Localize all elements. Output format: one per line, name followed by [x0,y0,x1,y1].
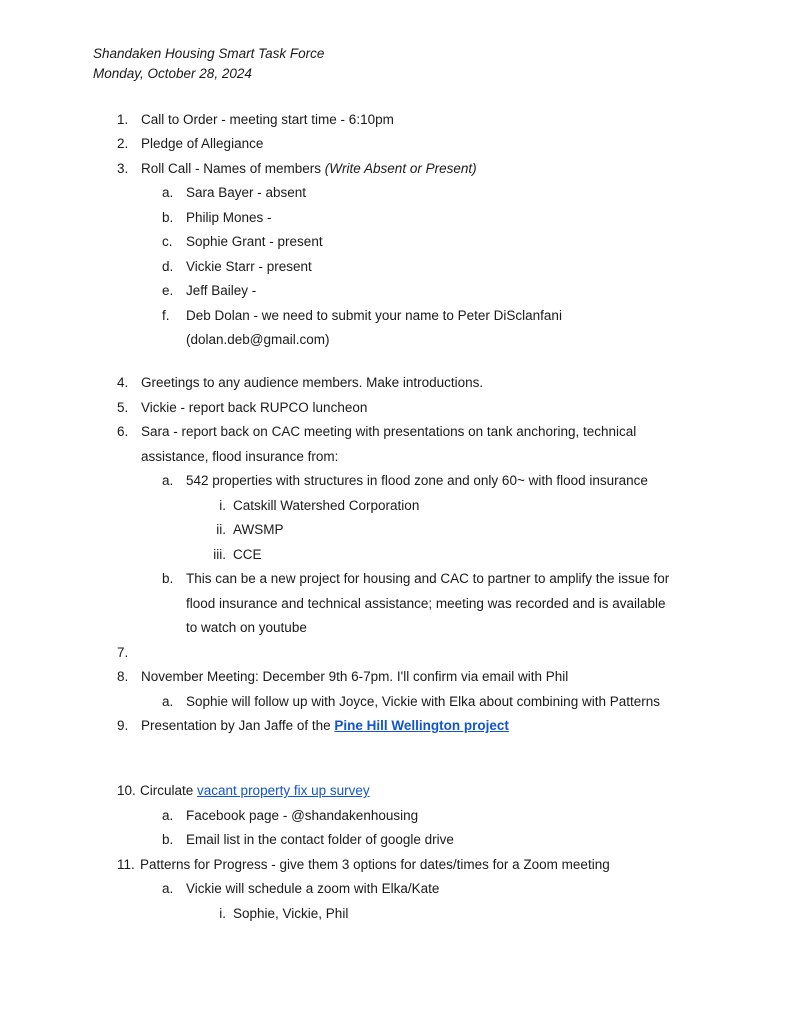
meeting-date: Monday, October 28, 2024 [93,66,252,81]
member-sophie: Sophie Grant - present [186,234,323,249]
item-text: November Meeting: December 9th 6-7pm. I'll confirm via email with Phil [141,669,569,684]
item-number: 6. [117,424,129,439]
roman-text: Sophie, Vickie, Phil [233,906,349,921]
item-number: 7. [117,645,129,660]
sub-text: Vickie will schedule a zoom with Elka/Kate [186,881,440,896]
sub-number: a. [162,694,174,709]
sub-text-continued: flood insurance and technical assistance; meeting was recorded and is available [186,596,666,611]
item-text: Greetings to any audience members. Make introductions. [141,375,484,390]
roman-text: CCE [233,547,262,562]
sub-text: Sophie will follow up with Joyce, Vickie with Elka about combining with Patterns [186,694,660,709]
item-text: Vickie - report back RUPCO luncheon [141,400,368,415]
sub-number: a. [162,185,174,200]
sub-text-continued: to watch on youtube [186,620,307,635]
roman-text: AWSMP [233,522,284,537]
sub-number: e. [162,283,174,298]
item-number: 3. [117,161,129,176]
sub-number: a. [162,881,174,896]
item-text-main: Presentation by Jan Jaffe of the [141,718,335,733]
vacant-property-survey-link[interactable]: vacant property fix up survey [197,783,370,798]
sub-text: Facebook page - @shandakenhousing [186,808,419,823]
document-title: Shandaken Housing Smart Task Force [93,46,325,61]
item-text-continued: assistance, flood insurance from: [141,449,339,464]
item-number: 9. [117,718,129,733]
sub-number: f. [162,308,170,323]
item-text-main: Circulate [140,783,198,798]
item-text: Call to Order - meeting start time - 6:10pm [141,112,394,127]
pine-hill-wellington-link[interactable]: Pine Hill Wellington project [334,718,509,733]
member-deb-email: (dolan.deb@gmail.com) [186,332,330,347]
sub-text: This can be a new project for housing and CAC to partner to amplify the issue for [186,571,670,586]
item-number: 4. [117,375,129,390]
roman-number: i. [219,498,226,513]
item-text-main: Roll Call - Names of members [141,161,325,176]
item-text [141,161,477,176]
sub-number: a. [162,808,174,823]
item-text: Pledge of Allegiance [141,136,264,151]
sub-number: b. [162,210,174,225]
item-number: 8. [117,669,129,684]
item-number: 10. [117,783,136,798]
item-text: Patterns for Progress - give them 3 options for dates/times for a Zoom meeting [140,857,610,872]
sub-number: b. [162,832,174,847]
sub-number: b. [162,571,174,586]
sub-text: Email list in the contact folder of google drive [186,832,454,847]
member-sara: Sara Bayer - absent [186,185,307,200]
item-note: (Write Absent or Present) [324,161,477,176]
item-number: 11. [117,857,135,872]
sub-number: d. [162,259,174,274]
sub-number: a. [162,473,174,488]
member-jeff: Jeff Bailey - [186,283,257,298]
item-text [141,718,509,733]
member-vickie: Vickie Starr - present [186,259,312,274]
item-text: Sara - report back on CAC meeting with presentations on tank anchoring, technical [141,424,637,439]
item-number: 5. [117,400,129,415]
item-number: 2. [117,136,129,151]
member-deb: Deb Dolan - we need to submit your name to Peter DiSclanfani [186,308,562,323]
item-number: 1. [117,112,129,127]
roman-text: Catskill Watershed Corporation [233,498,420,513]
sub-text: 542 properties with structures in flood zone and only 60~ with flood insurance [186,473,648,488]
roman-number: iii. [213,547,226,562]
member-philip: Philip Mones - [186,210,272,225]
roman-number: i. [219,906,226,921]
item-text [140,783,370,798]
sub-number: c. [162,234,173,249]
roman-number: ii. [216,522,226,537]
